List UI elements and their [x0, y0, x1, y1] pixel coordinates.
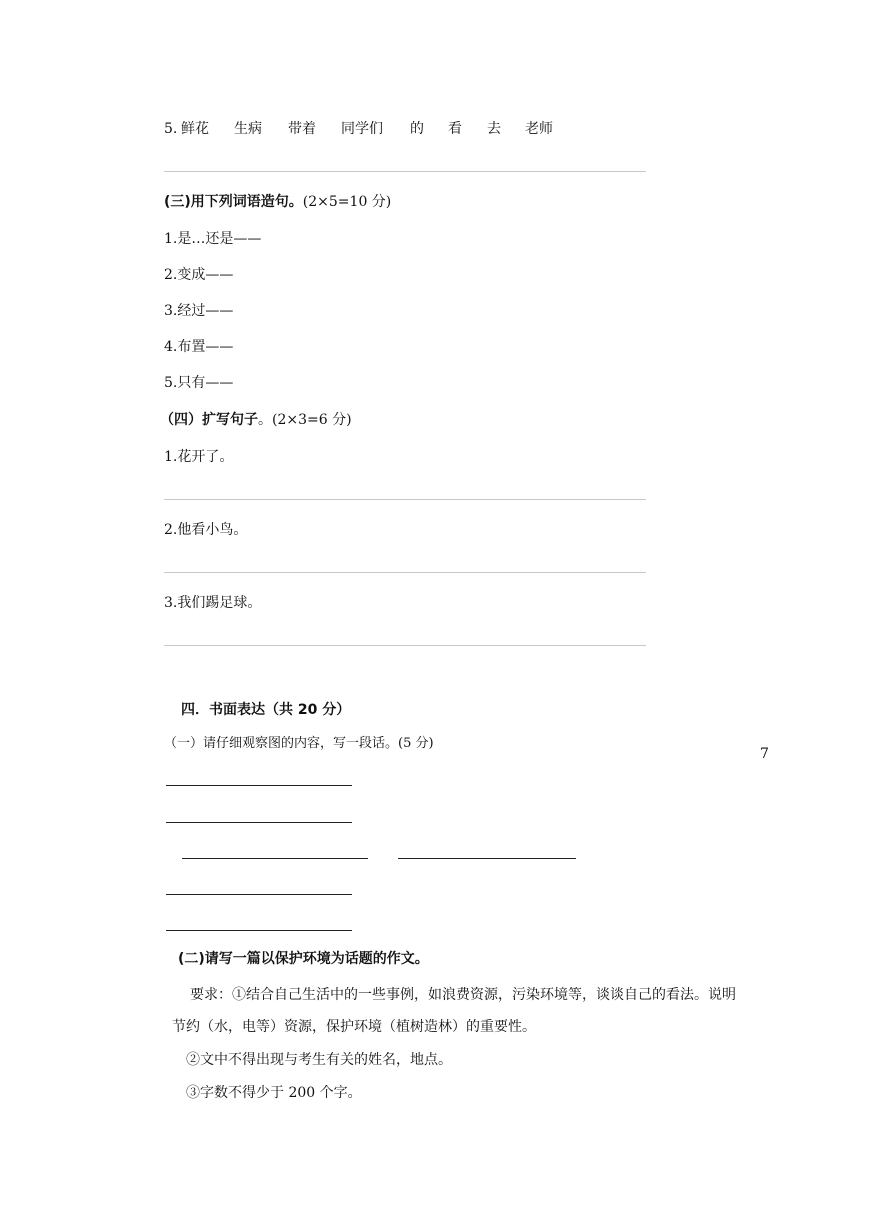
- expand-item: 2.他看小鸟。: [164, 522, 248, 538]
- answer-line[interactable]: [164, 171, 646, 172]
- page-number: 7: [760, 746, 769, 762]
- sentence-item: 5.只有——: [164, 375, 234, 391]
- requirement-3: ③字数不得少于 200 个字。: [186, 1085, 362, 1101]
- word-item: 的: [410, 121, 424, 137]
- writing-line[interactable]: [166, 930, 352, 931]
- writing-line[interactable]: [398, 858, 576, 859]
- answer-line[interactable]: [164, 645, 646, 646]
- requirement-2: ②文中不得出现与考生有关的姓名，地点。: [186, 1052, 452, 1068]
- sentence-item: 3.经过——: [164, 303, 234, 319]
- part-4-heading: 四．书面表达（共 20 分）: [181, 702, 351, 718]
- writing-line[interactable]: [182, 858, 368, 859]
- section-3-score: (2×5=10 分): [302, 194, 392, 210]
- writing-line[interactable]: [166, 822, 352, 823]
- section-4-score: 。(2×3=6 分): [258, 412, 352, 428]
- subquestion-2: (二)请写一篇以保护环境为话题的作文。: [178, 951, 429, 967]
- sentence-item: 1.是…还是——: [164, 231, 262, 247]
- word-item: 鲜花: [181, 121, 209, 137]
- requirement-1-continued: 节约（水，电等）资源，保护环境（植树造林）的重要性。: [172, 1019, 536, 1035]
- subquestion-1: （一）请仔细观察图的内容，写一段话。(5 分): [164, 736, 434, 751]
- expand-item: 3.我们踢足球。: [164, 595, 262, 611]
- section-3-heading: (三)用下列词语造句。(2×5=10 分): [164, 194, 392, 210]
- requirement-1: 要求：①结合自己生活中的一些事例，如浪费资源，污染环境等，谈谈自己的看法。说明: [190, 987, 736, 1003]
- word-item: 生病: [234, 121, 262, 137]
- sentence-item: 2.变成——: [164, 267, 234, 283]
- question-number: 5.: [164, 121, 178, 137]
- word-item: 同学们: [341, 121, 383, 137]
- answer-line[interactable]: [164, 499, 646, 500]
- part-4-score: （共 20 分）: [265, 702, 351, 718]
- word-item: 看: [448, 121, 462, 137]
- section-4-heading: （四）扩写句子。(2×3=6 分): [160, 412, 352, 428]
- word-item: 老师: [525, 121, 553, 137]
- writing-line[interactable]: [166, 894, 352, 895]
- answer-line[interactable]: [164, 572, 646, 573]
- word-item: 去: [487, 121, 501, 137]
- word-item: 带着: [288, 121, 316, 137]
- word-order-question: [164, 120, 584, 138]
- sentence-item: 4.布置——: [164, 339, 234, 355]
- expand-item: 1.花开了。: [164, 449, 234, 465]
- writing-line[interactable]: [166, 785, 352, 786]
